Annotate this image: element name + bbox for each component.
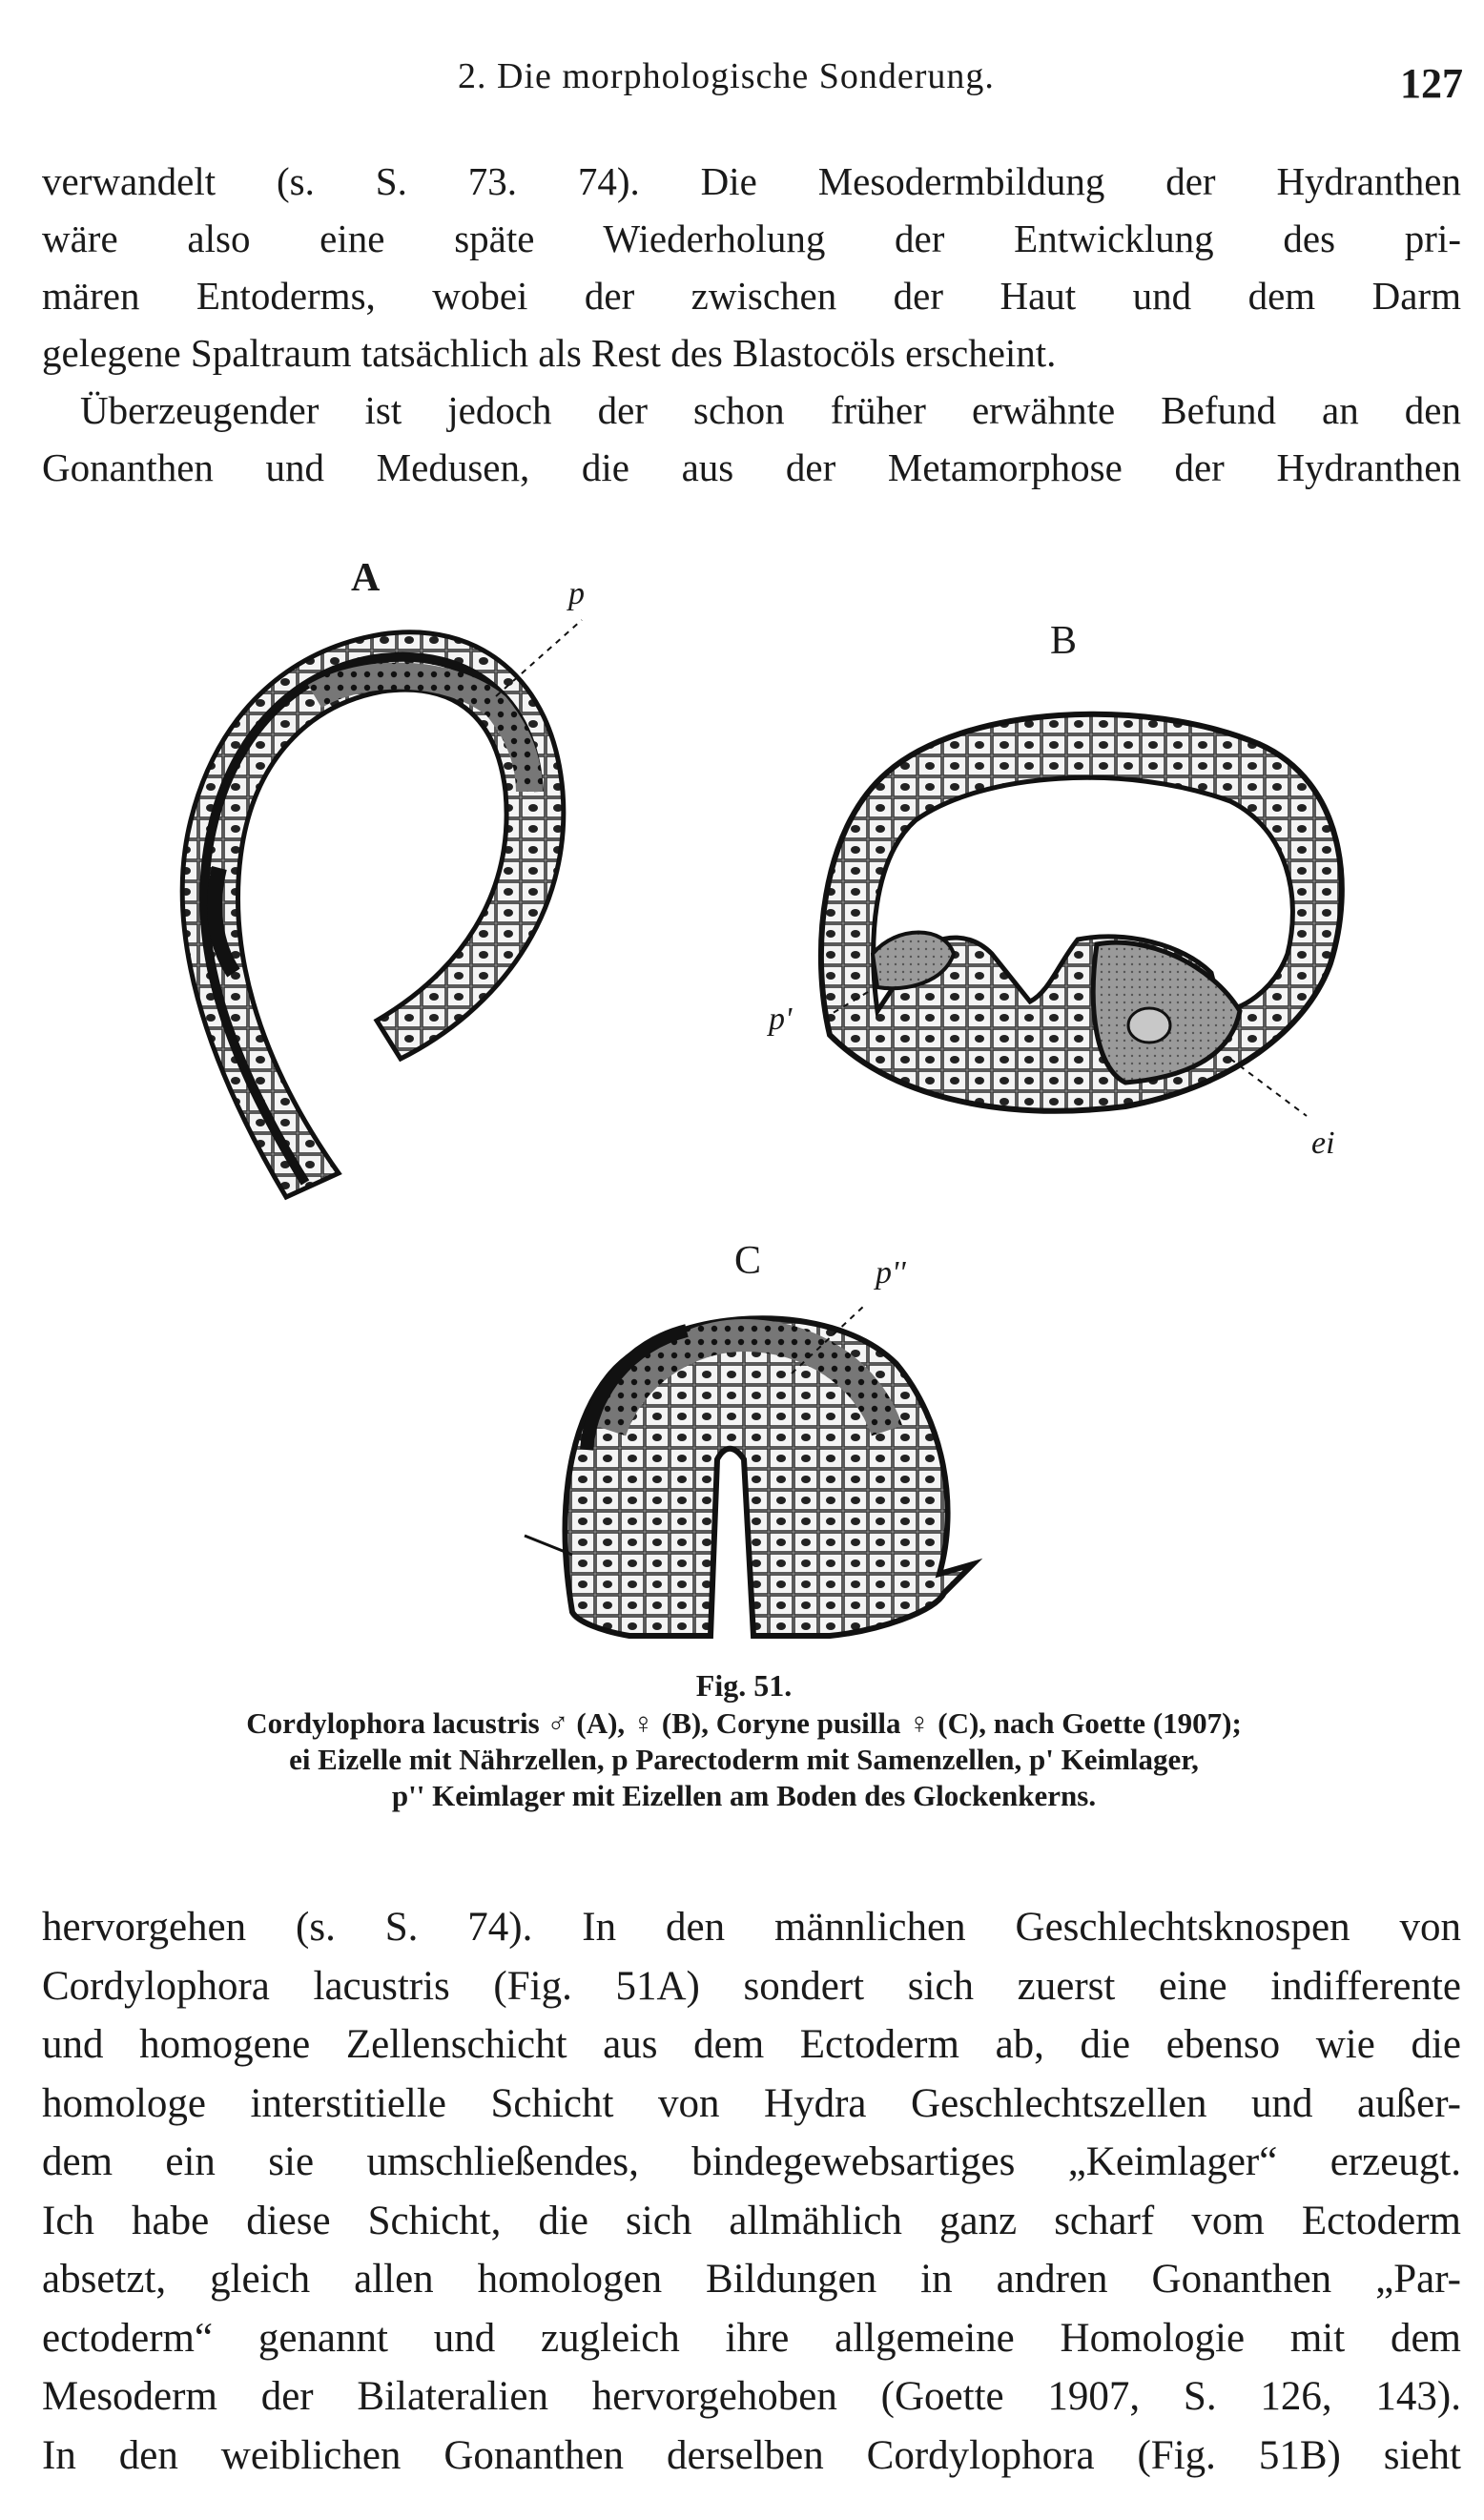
text-line: Überzeugender ist jedoch der schon früher erwähnte Befund an den — [80, 388, 1461, 432]
panel-c-drawing — [525, 1307, 973, 1636]
panel-label-b: B — [1050, 619, 1078, 663]
figure-caption — [114, 1667, 1373, 1814]
page-number: 127 — [1400, 60, 1463, 107]
panel-b-drawing — [820, 714, 1342, 1116]
panel-label-c: C — [734, 1239, 762, 1283]
text-line: homologe interstitielle Schicht von Hydra Geschlechtszellen und außer- — [42, 2080, 1461, 2126]
label-p: p — [568, 576, 585, 611]
text-line: absetzt, gleich allen homologen Bildungen in andren Gonanthen „Par- — [42, 2257, 1461, 2302]
text-line: verwandelt (s. S. 73. 74). Die Mesodermbildung der Hydranthen — [42, 159, 1461, 203]
text-line: dem ein sie umschließendes, bindegewebsartiges „Keimlager“ erzeugt. — [42, 2139, 1461, 2184]
caption-title: Fig. 51. — [695, 1668, 793, 1703]
text-line: Cordylophora lacustris (Fig. 51A) sondert sich zuerst eine indifferente — [42, 1963, 1461, 2009]
text-line: hervorgehen (s. S. 74). In den männlichen Geschlechtsknospen von — [42, 1905, 1461, 1950]
caption-line: Cordylophora lacustris ♂ (A), ♀ (B), Coryne pusilla ♀ (C), nach Goette (1907); — [246, 1706, 1242, 1740]
bottom-paragraph — [42, 1898, 1461, 2485]
panel-label-a: A — [351, 556, 381, 600]
text-line: ectoderm“ genannt und zugleich ihre allgemeine Homologie mit dem — [42, 2315, 1461, 2361]
text-line: und homogene Zellenschicht aus dem Ectoderm ab, die ebenso wie die — [42, 2022, 1461, 2067]
text-line: mären Entoderms, wobei der zwischen der Haut und dem Darm — [42, 274, 1461, 318]
label-p-prime: p' — [769, 1002, 793, 1037]
text-line: wäre also eine späte Wiederholung der Entwicklung des pri- — [42, 217, 1461, 260]
caption-line: p'' Keimlager mit Eizellen am Boden des Glockenkerns. — [391, 1779, 1097, 1812]
text-line: gelegene Spaltraum tatsächlich als Rest des Blastocöls erscheint. — [42, 331, 1057, 375]
caption-line: ei Eizelle mit Nährzellen, p Parectoderm mit Samenzellen, p' Keimlager, — [289, 1743, 1199, 1776]
text-line: Ich habe diese Schicht, die sich allmählich ganz scharf vom Ectoderm — [42, 2198, 1461, 2243]
text-line: In den weiblichen Gonanthen derselben Cordylophora (Fig. 51B) sieht — [42, 2432, 1461, 2478]
label-ei: ei — [1311, 1126, 1335, 1161]
label-p-double-prime: p'' — [876, 1255, 906, 1291]
text-line: Gonanthen und Medusen, die aus der Metamorphose der Hydranthen — [42, 445, 1461, 489]
panel-a-drawing — [182, 620, 582, 1197]
running-head: 2. Die morphologische Sonderung. — [458, 56, 995, 96]
text-line: Mesoderm der Bilateralien hervorgehoben (Goette 1907, S. 126, 143). — [42, 2374, 1461, 2419]
